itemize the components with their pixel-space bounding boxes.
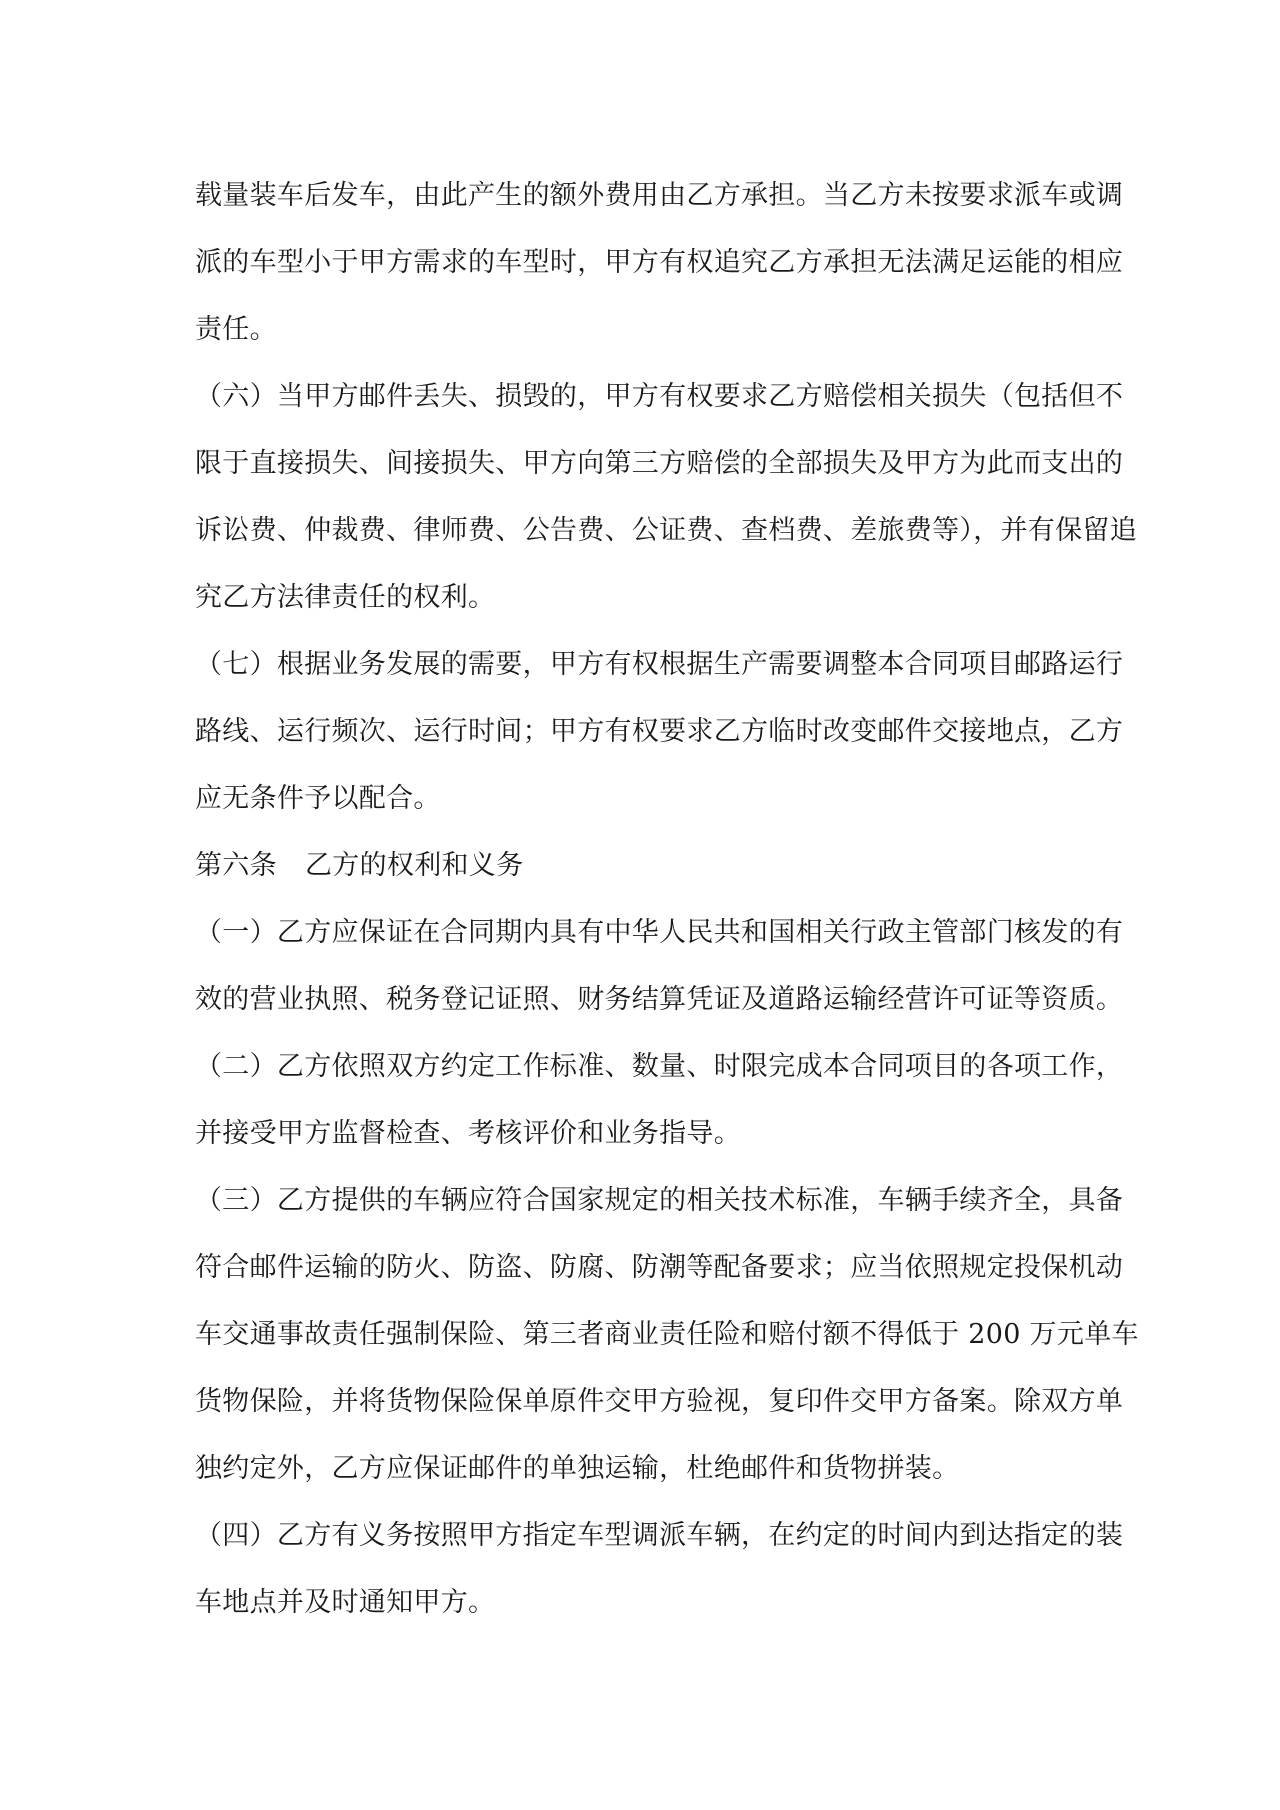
text-line: 独约定外，乙方应保证邮件的单独运输，杜绝邮件和货物拼装。 (195, 1453, 960, 1484)
text-line: 派的车型小于甲方需求的车型时，甲方有权追究乙方承担无法满足运能的相应 (195, 247, 1124, 278)
text-line: 符合邮件运输的防火、防盗、防腐、防潮等配备要求；应当依照规定投保机动 (195, 1252, 1124, 1283)
text-line: （二）乙方依照双方约定工作标准、数量、时限完成本合同项目的各项工作， (195, 1051, 1124, 1082)
article-title: 乙方的权利和义务 (305, 850, 524, 881)
text-line: 载量装车后发车，由此产生的额外费用由乙方承担。当乙方未按要求派车或调 (195, 180, 1124, 211)
article-number: 第六条 (195, 850, 277, 881)
document-body (195, 162, 1139, 1636)
text-line: 货物保险，并将货物保险保单原件交甲方验视，复印件交甲方备案。除双方单 (195, 1386, 1124, 1417)
text-line: （七）根据业务发展的需要，甲方有权根据生产需要调整本合同项目邮路运行 (195, 649, 1124, 680)
text-line: 车交通事故责任强制保险、第三者商业责任险和赔付额不得低于 200 万元单车 (195, 1319, 1139, 1350)
text-line: 应无条件予以配合。 (195, 783, 441, 814)
text-line: 诉讼费、仲裁费、律师费、公告费、公证费、查档费、差旅费等），并有保留追 (195, 515, 1137, 546)
text-line: 车地点并及时通知甲方。 (195, 1587, 496, 1618)
text-line: 并接受甲方监督检查、考核评价和业务指导。 (195, 1118, 741, 1149)
text-line: 究乙方法律责任的权利。 (195, 582, 496, 613)
text-line: 责任。 (195, 314, 277, 345)
text-line: 路线、运行频次、运行时间；甲方有权要求乙方临时改变邮件交接地点，乙方 (195, 716, 1124, 747)
text-line: 限于直接损失、间接损失、甲方向第三方赔偿的全部损失及甲方为此而支出的 (195, 448, 1124, 479)
article-heading (195, 832, 1085, 899)
text-line: （六）当甲方邮件丢失、损毁的，甲方有权要求乙方赔偿相关损失（包括但不 (195, 381, 1124, 412)
text-line: 效的营业执照、税务登记证照、财务结算凭证及道路运输经营许可证等资质。 (195, 984, 1124, 1015)
text-line: （三）乙方提供的车辆应符合国家规定的相关技术标准，车辆手续齐全，具备 (195, 1185, 1124, 1216)
text-line: （四）乙方有义务按照甲方指定车型调派车辆，在约定的时间内到达指定的装 (195, 1520, 1124, 1551)
text-line: （一）乙方应保证在合同期内具有中华人民共和国相关行政主管部门核发的有 (195, 917, 1124, 948)
